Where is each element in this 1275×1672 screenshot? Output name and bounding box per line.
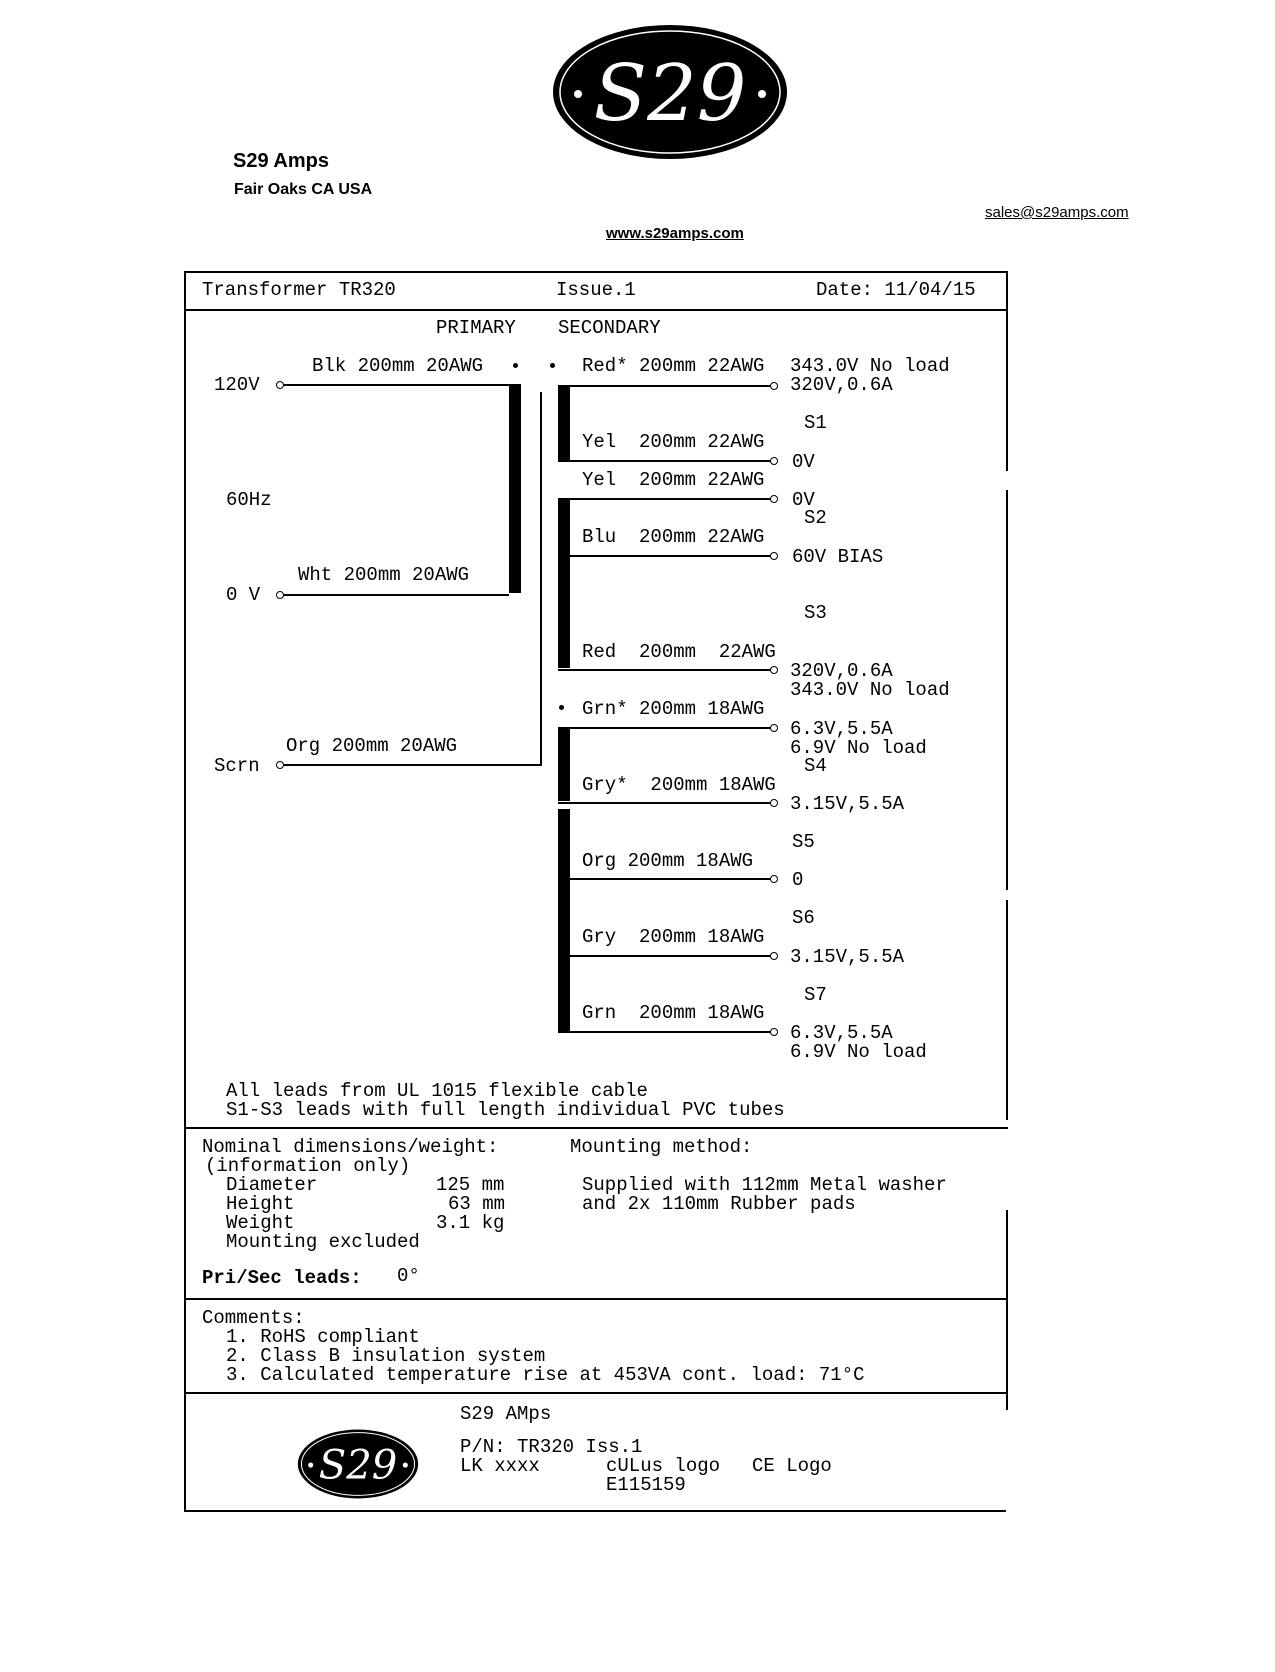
sec-blu-voltage: 60V BIAS	[792, 546, 884, 568]
sec-gry2-voltage: 3.15V,5.5A	[790, 946, 905, 968]
sec-red2-noload: 343.0V No load	[790, 679, 950, 701]
sec-red2-lead: Red 200mm 22AWG	[582, 641, 776, 663]
sec-yel2-lead: Yel 200mm 22AWG	[582, 469, 765, 491]
sec-org-lead: Org 200mm 18AWG	[582, 850, 754, 872]
dimension-diameter-value: 125 mm	[436, 1174, 505, 1196]
dimension-weight-value: 3.1 kg	[436, 1212, 505, 1234]
sec-yel1-voltage: 0V	[792, 451, 815, 473]
sec-grn2-load: 6.3V,5.5A	[790, 1022, 893, 1044]
s29-logo	[550, 22, 790, 162]
website-link[interactable]: www.s29amps.com	[606, 225, 744, 242]
issue-label: Issue.1	[556, 279, 636, 301]
sec-gry-star-voltage: 3.15V,5.5A	[790, 793, 905, 815]
footer-ce: CE Logo	[752, 1455, 832, 1477]
footer-lk: LK xxxx	[460, 1455, 540, 1477]
sec-red-star-noload: 343.0V No load	[790, 355, 950, 377]
primary-0v-label: 0 V	[226, 584, 261, 606]
comment-rohs: 1. RoHS compliant	[226, 1326, 420, 1348]
sec-grn2-noload: 6.9V No load	[790, 1041, 927, 1063]
sec-yel1-lead: Yel 200mm 22AWG	[582, 431, 765, 453]
email-link[interactable]: sales@s29amps.com	[985, 204, 1129, 221]
sec-blu-lead: Blu 200mm 22AWG	[582, 526, 765, 548]
part-number-title: Transformer TR320	[202, 279, 396, 301]
sec-s7-label: S7	[804, 984, 827, 1006]
sec-yel2-voltage: 0V	[792, 489, 815, 511]
footer-part-number: P/N: TR320 Iss.1	[460, 1436, 643, 1458]
primary-heading: PRIMARY	[436, 317, 516, 339]
footer-s29-logo	[296, 1428, 420, 1500]
dimension-height-value: 63 mm	[448, 1193, 506, 1215]
primary-scrn-label: Scrn	[214, 755, 260, 777]
note-pvc-tubes: S1-S3 leads with full length individual PVC tubes	[226, 1099, 785, 1121]
sec-grn2-lead: Grn 200mm 18AWG	[582, 1002, 765, 1024]
footer-logo-text: S29	[318, 1442, 398, 1489]
footer-company: S29 AMps	[460, 1403, 552, 1425]
sec-grn-star-lead: Grn* 200mm 18AWG	[582, 698, 765, 720]
company-name: S29 Amps	[233, 150, 329, 172]
sec-gry2-lead: Gry 200mm 18AWG	[582, 926, 765, 948]
dimension-diameter-label: Diameter	[226, 1174, 318, 1196]
sec-grn-star-noload: 6.9V No load	[790, 737, 927, 759]
sec-s5-label: S5	[792, 831, 815, 853]
logo-text: S29	[593, 49, 747, 139]
comment-class-b: 2. Class B insulation system	[226, 1345, 546, 1367]
sec-grn-star-load: 6.3V,5.5A	[790, 718, 893, 740]
sec-red2-load: 320V,0.6A	[790, 660, 893, 682]
sec-s1-label: S1	[804, 412, 827, 434]
dimensions-heading: Nominal dimensions/weight:	[202, 1136, 499, 1158]
sec-s2-label: S2	[804, 507, 827, 529]
footer-culus: cULus logo	[606, 1455, 721, 1477]
sec-s3-label: S3	[804, 602, 827, 624]
leads-angle-value: 0°	[397, 1265, 420, 1287]
sec-org-voltage: 0	[792, 869, 804, 891]
dimension-height-label: Height	[226, 1193, 295, 1215]
footer-e-number: E115159	[606, 1474, 686, 1496]
sec-gry-star-lead: Gry* 200mm 18AWG	[582, 774, 776, 796]
primary-120v-label: 120V	[214, 374, 260, 396]
sec-red-star-load: 320V,0.6A	[790, 374, 893, 396]
comment-temp-rise: 3. Calculated temperature rise at 453VA cont. load: 71°C	[226, 1364, 865, 1386]
date-label: Date: 11/04/15	[816, 279, 976, 301]
secondary-heading: SECONDARY	[558, 317, 661, 339]
sec-red-star-lead: Red* 200mm 22AWG	[582, 355, 765, 377]
dimensions-subheading: (information only)	[205, 1155, 411, 1177]
sec-s4-label: S4	[804, 755, 827, 777]
note-ul1015: All leads from UL 1015 flexible cable	[226, 1080, 648, 1102]
primary-60hz-label: 60Hz	[226, 489, 272, 511]
sec-s6-label: S6	[792, 907, 815, 929]
dimension-weight-label: Weight	[226, 1212, 295, 1234]
primary-blk-lead: Blk 200mm 20AWG	[312, 355, 484, 377]
comments-heading: Comments:	[202, 1307, 305, 1329]
primary-wht-lead: Wht 200mm 20AWG	[298, 564, 470, 586]
mounting-line-1: Supplied with 112mm Metal washer	[582, 1174, 947, 1196]
mounting-excluded: Mounting excluded	[226, 1231, 420, 1253]
mounting-heading: Mounting method:	[570, 1136, 753, 1158]
leads-angle-label: Pri/Sec leads:	[202, 1267, 362, 1289]
primary-org-lead: Org 200mm 20AWG	[286, 735, 458, 757]
mounting-line-2: and 2x 110mm Rubber pads	[582, 1193, 856, 1215]
company-location: Fair Oaks CA USA	[234, 181, 373, 198]
